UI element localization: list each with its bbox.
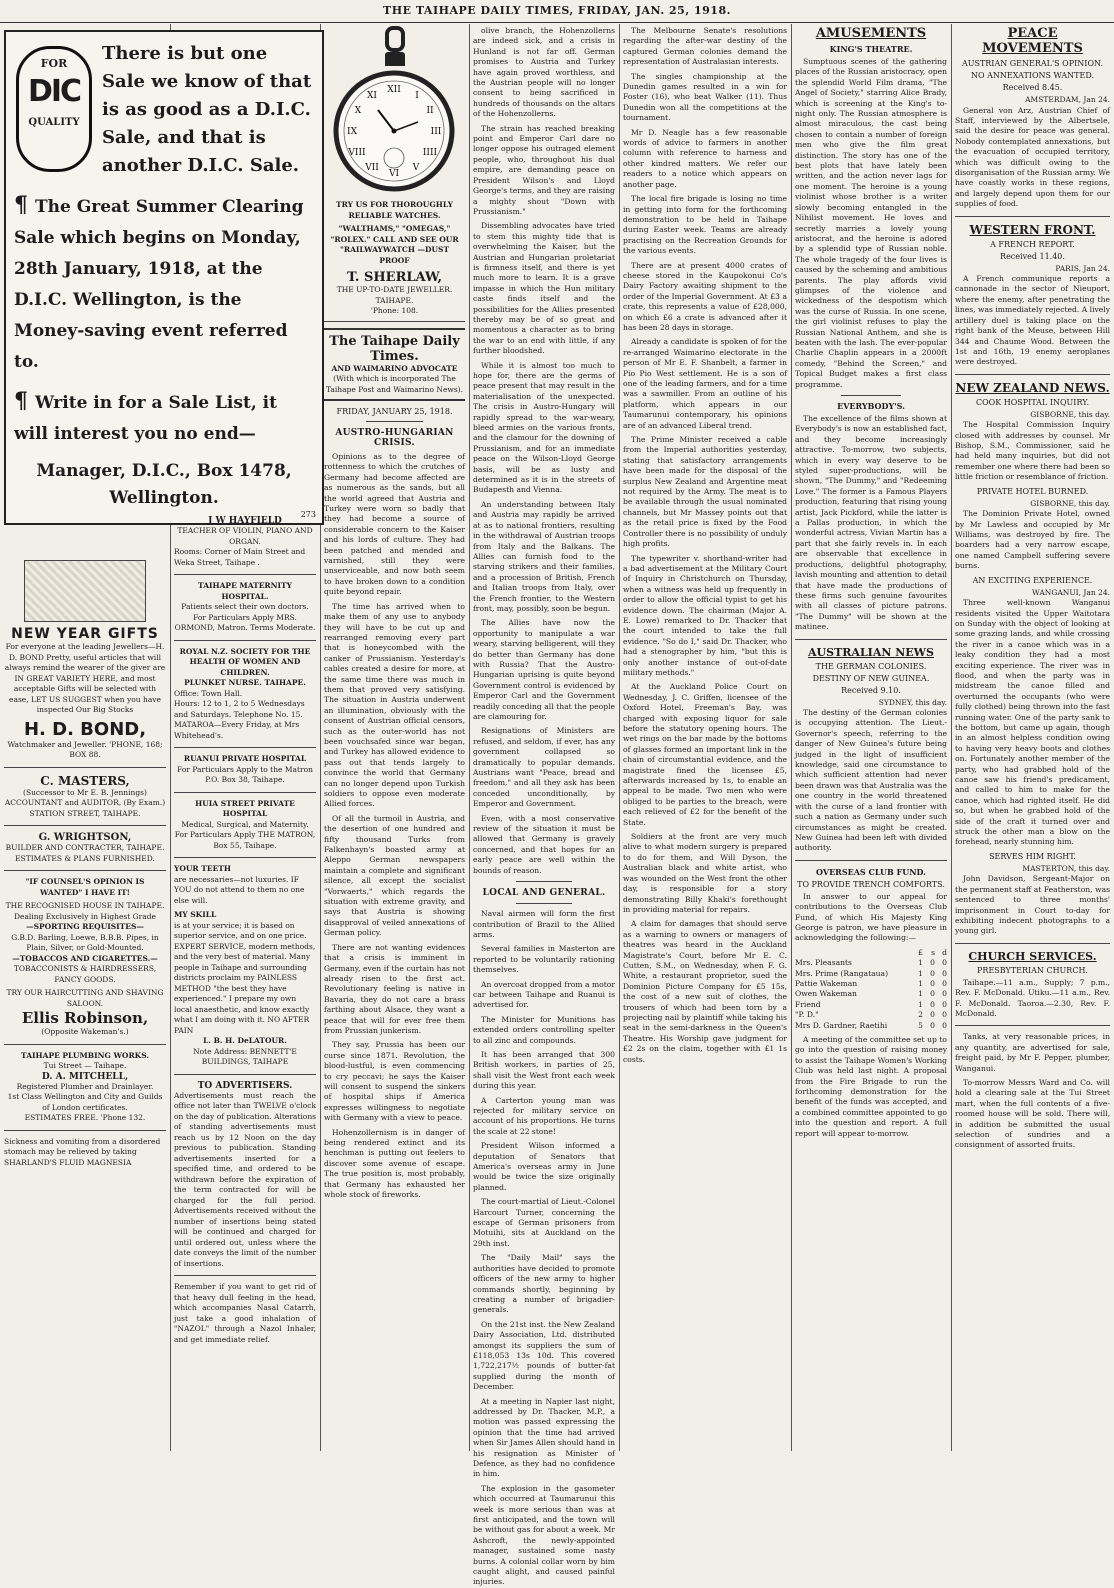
table-cell: "P. D.": [795, 1010, 819, 1020]
maternity-apply: For Particulars Apply MRS. ORMOND, Matron. Terms Moderate.: [174, 612, 316, 632]
advertisers-body: Advertisements must reach the office not later than TWELVE o'clock on the day of publication. Alterations of standing advertisements must reach us by 12 Noon on the day previous to publication. Standing advertisements inserted for a specified time, and ordered to be withdrawn before the expiration of the term contracted for will be charged for the full period. Advertisements received without the number of insertions being stated will be continued and charged for until ordered out, unless where the date conveys the limit of the number of insertions.: [174, 1090, 316, 1268]
table-cell: Owen Wakeman: [795, 989, 857, 999]
table-row: [795, 989, 947, 999]
column-6: [795, 26, 947, 1451]
hayfield-name: J W HAYFIELD: [208, 516, 282, 526]
counsel-ad: "IF COUNSEL'S OPINION IS WANTED" I HAVE IT!: [25, 877, 145, 897]
church-services-heading: CHURCH SERVICES.: [968, 949, 1097, 963]
watch-ring-icon: [385, 26, 405, 52]
paper-title: The Taihape Daily Times.: [329, 333, 460, 364]
table-row: [795, 958, 947, 968]
huia-apply: For Particulars Apply THE MATRON, Box 55, Taihape.: [174, 830, 316, 850]
plunket-office: Office: Town Hall.: [174, 688, 243, 698]
peace-movements-heading: PEACE MOVEMENTS: [982, 26, 1083, 56]
table-cell: 0: [942, 1020, 947, 1030]
table-row: [795, 1010, 947, 1020]
editorial-paragraph: Of all the turmoil in Austria, and the desertion of one hundred and fifty thousand Turks from Falkenhayn's boasted army at Aleppo German newspapers maintain a complete and significant silence, all except the socialist "Vorwaerts," which regards the situation with extreme gravity, and says that Austria is showing disapproval of veiled annexations of German policy.: [324, 813, 465, 938]
editorial-paragraph: Even, with a most conservative review of the situation it must be allowed that Germany is gravely concerned, and that hopes for an early peace are well within the bounds of reason.: [473, 813, 615, 875]
table-cell: 0: [930, 1010, 935, 1020]
svg-text:I: I: [415, 91, 419, 101]
church-body: Taihape.—11 a.m., Supply; 7 p.m., Rev. F. McDonald. Utiku.—11 a.m., Rev. F. McDonald. Taoroa.—2.30, Rev. F. McDonald.: [955, 977, 1110, 1018]
table-cell: 5: [918, 1020, 923, 1030]
tanks-item: Tanks, at very reasonable prices, in any quantity, are advertised for sale, freight paid, by Mr F. Pepper, plumber, Wanganui.: [955, 1032, 1110, 1073]
table-cell: 2: [918, 1010, 923, 1020]
western-body: A French communique reports a cannonade in the sector of Nieuport, where the enemy, after penetrating the lines, was immediately rejected. A lively artillery duel is taking place on the right bank of the Meuse, between Hill 344 and Chaume Wood. Between the 1st and 16th, 19 enemy aeroplanes were destroyed.: [955, 274, 1110, 367]
column-4: [473, 26, 615, 1587]
table-cell: 0: [930, 978, 935, 988]
dic-logo-for: FOR: [40, 57, 68, 70]
local-item: It has been arranged that 300 British workers, in parties of 25, shall visit the West front each week during this year.: [473, 1049, 615, 1091]
table-cell: d: [942, 947, 947, 957]
table-cell: 1: [918, 978, 923, 988]
served-dateline: MASTERTON, this day.: [1022, 863, 1110, 873]
tobaccos-heading: —TOBACCOS AND CIGARETTES.—: [12, 953, 158, 963]
cook-heading: COOK HOSPITAL INQUIRY.: [975, 397, 1090, 407]
cook-dateline: GISBORNE, this day.: [1030, 409, 1110, 419]
local-item: The Prime Minister received a cable from the Imperial authorities yesterday, stating that satisfactory arrangements have been made for the disposal of the surplus New Zealand and Argentine meat not required by the Army. The meat is to be available through the usual nominated channels, but Mr Massey points out that as the retail price is fixed by the Food Controller there is no possibility of unduly high profits.: [623, 435, 787, 549]
column-3: [324, 26, 465, 1451]
kings-theatre-body: Sumptuous scenes of the gathering places of the Russian aristocracy, open the splendid World Film drama, "The Angel of Society," starring Alice Brady, which is screening at the King's to-night only. The Russian atmosphere is almost miraculous, the cast being chosen to contain a number of foreign men who give the film great distinction. The story has one of the best plots that have lately been written, and the action never lags for one moment. The heroine is a young violinist whose brother is a writer slowly becoming entangled in the Nihilist movement. He loves and secretly marries a lovely young aristocrat, and the heroine is adored by a splendid type of Russian noble. The whole tragedy of the four lives is caused by the scheming and ambitious parents. The play affords vivid glimpses of the violence and wickedness of the despotism which was the curse of Russia. In one scene, the girl violinist refuses to play the Russian National Anthem, and she is beaten with the lash. The ever-popular Charlie Chaplin appears in a 2000ft comedy, "Behind the Screen," and Topical Budget makes a first class programme.: [795, 57, 947, 389]
mitchell-body: 1st Class Wellington and City and Guilds of London certificates.: [7, 1092, 163, 1112]
table-cell: [795, 948, 911, 958]
dentist-name: L. B. H. DeLATOUR.: [203, 1036, 287, 1045]
australian-news-heading: AUSTRALIAN NEWS: [808, 645, 934, 659]
ellis-robinson: Ellis Robinson,: [21, 1009, 149, 1027]
table-cell: 0: [942, 1010, 947, 1020]
peace-sub-2: NO ANNEXATIONS WANTED.: [971, 71, 1094, 80]
plunket-title: PLUNKET NURSE. TAIHAPE.: [184, 678, 306, 687]
paper-subtitle: AND WAIMARINO ADVOCATE: [331, 363, 458, 373]
teeth-heading: YOUR TEETH: [174, 864, 231, 873]
table-cell: 1: [918, 989, 923, 999]
table-cell: 0: [930, 958, 935, 968]
editorial-paragraph: Resignations of Ministers are refused, and seldom, if ever, has any government collapsed so dramatically to popular demands. Austrians want "Peace, bread and freedom," and all they ask has been conceded unconditionally, by Emperor and Government.: [473, 726, 615, 809]
australian-received: Received 9.10.: [841, 685, 901, 695]
huia-body: Medical, Surgical, and Maternity.: [181, 819, 309, 829]
svg-text:XII: XII: [387, 85, 401, 95]
masters-sub: (Successor to Mr E. B. Jennings): [23, 787, 147, 797]
column-2-ads: [174, 516, 316, 1451]
australian-sub: THE GERMAN COLONIES.: [815, 661, 927, 671]
paragraph-mark-icon: ¶: [14, 388, 28, 414]
table-cell: Pattie Wakeman: [795, 978, 858, 988]
exciting-dateline: WANGANUI, Jan 24.: [1032, 587, 1110, 597]
local-item: The typewriter v. shorthand-writer had a bad advertisement at the Military Court of Inquiry in Christchurch on Thursday, when a witness was held up frequently in order to allow the official typist to get his evidence down. The chairman (Major A. E. Lowe) remarked to Dr. Thacker that the court intended to take the full evidence. "So do I," said Dr. Thacker, who had a stenographer by him, "but this is only another instance of out-of-date military methods.": [623, 553, 787, 677]
svg-text:VIII: VIII: [348, 148, 366, 158]
column-rule: [951, 24, 952, 1451]
mitchell-name: D. A. MITCHELL,: [41, 1071, 129, 1082]
western-dateline: PARIS, Jan 24.: [1055, 263, 1110, 273]
editorial-paragraph: An understanding between Italy and Austria may rapidly be arrived at as to national frontiers, resulting in the withdrawal of Austrian troops from Italy and the Balkans. The Allies can furnish food to the starving strikers and their families, and a procession of British, French and Italian troops from Italy, over the French frontier, to the Western front, may, possibly, soon be begun.: [473, 499, 615, 613]
editorial-paragraph: The strain has reached breaking point and Emperor Carl dare no longer oppose his outraged element people, who, throughout his dual empire, are demanding peace on President Wilson's and Lloyd George's terms, and they are raising a mighty shout "Down with Prussianism.": [473, 123, 615, 216]
column-rule: [619, 24, 620, 1451]
table-cell: 0: [942, 958, 947, 968]
masters-address: STATION STREET, TAIHAPE.: [29, 808, 141, 818]
local-item: Mr D. Neagle has a few reasonable words of advice to farmers in another column with reference to harness and other kindred matters. We refer our readers to a notice which appears on another page.: [623, 127, 787, 189]
overseas-after: A meeting of the committee set up to go into the question of raising money to assist the Taihape Women's Working Club was held last night. A proposal from the Fire Brigade to run the forthcoming demonstration for the benefit of the funds was accepted, and a combined committee appointed to go into the question and report. A full report will appear to-morrow.: [795, 1035, 947, 1138]
australian-body: The destiny of the German colonies is occupying attention. The Lieut.-Governor's speech, referring to the danger of New Guinea's future being judged in the light of insufficient knowledge, said one circumstance to which sufficient attention had never been drawn was that Australia was the one country in the world threatened with the curse of a land frontier with such a nation as Germany under such circumstances as might be created. New Guinea had been left with divided authority.: [795, 708, 947, 853]
peace-sub: AUSTRIAN GENERAL'S OPINION.: [961, 59, 1104, 68]
paper-date: FRIDAY, JANUARY 25, 1918.: [336, 407, 453, 416]
bond-name: H. D. BOND,: [23, 718, 147, 740]
table-row: [795, 979, 947, 989]
maternity-body: Patients select their own doctors.: [181, 602, 309, 611]
watch-try: TRY US FOR THOROUGHLY RELIABLE WATCHES.: [336, 200, 453, 220]
dentist-address: Note Address: BENNETT'E BUILDINGS, TAIHAPE: [193, 1046, 297, 1066]
editorial-paragraph: Dissembling advocates have tried to stem this mighty tide that is overwhelming the Kaiser, but the Austrian and Hungarian proletariat is firmness itself, and there is yet much more to learn. It is a grave impasse in which the Hun military caste finds itself and the possibilities for the Allies presented thereby may be of so great and momentous a character as to bring the war to an end with little, if any further bloodshed.: [473, 221, 615, 356]
local-item: At a meeting in Napier last night, addressed by Dr. Thacker, M.P., a motion was passed expressing the opinion that the time had arrived when Sir James Allen should hand in his resignation as Minister of Defence, as they had no confidence in him.: [473, 1396, 615, 1479]
australian-sub-2: DESTINY OF NEW GUINEA.: [812, 673, 930, 683]
editorial-paragraph: Opinions as to the degree of rottenness to which the crutches of Germany had become affected are as numerous as the sands, but all the world agreed that Austria and Turkey were worn so badly that they had become a source of considerable concern to the Kaiser and his lords of culture. They had been patched and mended and varnished, still they were unserviceable, and now both seem to have broken down to a condition quite beyond repair.: [324, 452, 465, 597]
table-cell: 0: [930, 968, 935, 978]
editorial-paragraph: They say, Prussia has been our curse since 1871. Revolution, the blood-lustful, is even commencing to cry peccavi; he says the Kaiser will consent to suspend the sinkers of hospital ships if America expresses willingness to negotiate with Germany with a view to peace.: [324, 1040, 465, 1123]
new-year-gifts-body: For everyone at the leading Jewellers—H. D. BOND Pretty, useful articles that will always remind the wearer of the giver are IN GREAT VARIETY HERE, and most acceptable Gifts will be selected with ease, LET US SUGGEST when you have inspected Our Big Stocks: [4, 642, 166, 714]
watch-crown-icon: [385, 52, 405, 66]
local-item: On the 21st inst. the New Zealand Dairy Association, Ltd. distributed amongst its suppliers the sum of £118,053 13s 10d. This covered 1,722,217½ pounds of butter-fat supplied during the month of December.: [473, 1319, 615, 1392]
plumbing-works: TAIHAPE PLUMBING WORKS.: [21, 1050, 149, 1060]
table-cell: Friend: [795, 999, 821, 1009]
dic-line-4: Manager, D.I.C., Box 1478, Wellington.: [36, 461, 292, 508]
huia-title: HUIA STREET PRIVATE HOSPITAL: [195, 798, 295, 818]
overseas-body: In answer to our appeal for contributions to the Overseas Club Fund, of which His Majesty King George is patron, we have pleasure in acknowledging the following:—: [795, 891, 947, 943]
peace-body: General von Arz, Austrian Chief of Staff, interviewed by the Albertsele, said the desire for peace was general. Nobody contemplated annexations, but the evacuation of occupied territory, which was difficult owing to the disorganisation of the Russian army. We have coastly works in these regions, and largely depend upon them for our supplies of food.: [955, 105, 1110, 209]
ellis-sub: (Opposite Wakeman's.): [41, 1027, 129, 1036]
dic-advertisement: [4, 30, 324, 525]
masthead: THE TAIHAPE DAILY TIMES, FRIDAY, JAN. 25, 1918.: [0, 0, 1114, 23]
presbyterian-heading: PRESBYTERIAN CHURCH.: [977, 965, 1088, 975]
estimates-free: ESTIMATES FREE. 'Phone 132.: [24, 1113, 146, 1122]
table-header-row: [795, 948, 947, 958]
tomorrow-item: To-morrow Messrs Ward and Co. will hold a clearing sale at the Tui Street mart, when the full contents of a five-roomed house will be sold. There will, in addition be submitted the usual selection of sundries and a consignment of assorted fruits.: [955, 1078, 1110, 1150]
local-item: The Minister for Munitions has extended orders controlling spelter to all zinc and compounds.: [473, 1014, 615, 1045]
hayfield-role: TEACHER OF VIOLIN, PIANO AND ORGAN.: [177, 526, 313, 546]
local-item: The court-martial of Lieut.-Colonel Harcourt Turner, concerning the escape of German prisoners from Motuihi, sits at Auckland on the 29th inst.: [473, 1197, 615, 1248]
skill-heading: MY SKILL: [174, 910, 217, 919]
svg-text:II: II: [426, 106, 434, 116]
editorial-paragraph: olive branch, the Hohenzollerns are indeed sick, and a crisis in Hunland is not far off. German promises to Austria and Turkey have again proved worthless, and the Austrian people will no longer consent to being sacrificed in hundreds of thousands on the altars of the Hohenzollerns.: [473, 26, 615, 119]
local-item: A Carterton young man was rejected for military service on account of his proportions. He turns the scale at 22 stone!: [473, 1095, 615, 1136]
masters-role: ACCOUNTANT and AUDITOR, (By Exam.): [4, 798, 166, 807]
exciting-heading: AN EXCITING EXPERIENCE.: [972, 575, 1093, 585]
editorial-body: [324, 452, 465, 1200]
editorial-heading: AUSTRO-HUNGARIAN CRISIS.: [335, 428, 454, 448]
editorial-paragraph: The Allies have now the opportunity to manipulate a war weary, starving belligerent, will they do better than Germany has done with Russia? That the Austro-Hungarian uprising is quite beyond Government control is evidenced by Emperor Carl and the Government readily conceding all that the people are clamouring for.: [473, 618, 615, 721]
local-item: Several families in Masterton are reported to be voluntarily rationing themselves.: [473, 944, 615, 975]
table-cell: £: [918, 947, 923, 957]
new-year-gifts-title: NEW YEAR GIFTS: [11, 626, 159, 642]
teeth-body: are necessaries—not luxuries. IF YOU do not attend to them no one else will.: [174, 874, 305, 905]
nz-news-heading: NEW ZEALAND NEWS.: [955, 380, 1110, 395]
table-cell: 1: [918, 968, 923, 978]
plunket-hours: Hours: 12 to 1, 2 to 5 Wednesdays and Saturdays. Telephone No. 15.: [174, 699, 305, 719]
local-item: The explosion in the gasometer which occurred at Taumarunui this week is more serious than was at first anticipated, and the town will be without gas for about a week. Mr Ashcroft, the newly-appointed manager, sustained some nasty burns. A colonial collar worn by him caught alight, and caused painful injuries.: [473, 1483, 615, 1587]
australian-dateline: SYDNEY, this day.: [878, 697, 947, 707]
column-5: [623, 26, 787, 1451]
local-item: There are at present 4000 crates of cheese stored in the Kaupokonui Co's Dairy Factory awaiting shipment to the order of the Imperial Government. At £3 a crate, this represents a value of £28,000, on which £6 a crate is advanced after it has been 28 days in storage.: [623, 260, 787, 332]
private-hotel-heading: PRIVATE HOTEL BURNED.: [976, 486, 1089, 496]
editorial-paragraph: The time has arrived when to make them of any use to anybody they will have to be cut up and rearranged removing every part that is honeycombed with the canker of Prussianism. Yesterday's cables created a desire for more, at the same time there was much in them that proved very satisfying. The situation in Austria underwent an illumination, obviously with the consent of Austrian official censors, such as the outer-world has not been vouchsafed since war began, and Turkey has allowed evidence to pass out that tends largely to convince the world that Germany can no longer depend upon Turkish soldiers to oppose even moderate Allied forces.: [324, 601, 465, 809]
wrightson-estimates: ESTIMATES & PLANS FURNISHED.: [15, 853, 155, 863]
table-row: [795, 969, 947, 979]
column-7: [955, 26, 1110, 1451]
local-item: The "Daily Mail" says the authorities have decided to promote officers of the new army to higher commands shortly, beginning by creating a number of brigadier-generals.: [473, 1253, 615, 1315]
western-received: Received 11.40.: [1000, 251, 1065, 261]
table-row: [795, 1021, 947, 1031]
watch-advertisement: [324, 26, 465, 322]
society-title: ROYAL N.Z. SOCIETY FOR THE HEALTH OF WOMEN AND CHILDREN.: [179, 646, 311, 677]
dic-line-2: The Great Summer Clearing Sale which begins on Monday, 28th January, 1918, at the D.I.C. Wellington, is the Money-saving event referred to.: [14, 197, 304, 372]
mitchell-role: Registered Plumber and Drainlayer.: [16, 1081, 154, 1091]
amusements-heading: AMUSEMENTS: [815, 26, 927, 41]
new-year-gifts-illustration: [24, 560, 146, 622]
table-cell: 0: [930, 989, 935, 999]
private-body: The Dominion Private Hotel, owned by Mr Lawless and occupied by Mr Williams, was destroyed by fire. The boarders had a very narrow escape, one named Campbell suffering severe burns.: [955, 509, 1110, 571]
sporting-heading: —SPORTING REQUISITES—: [26, 922, 144, 931]
svg-text:VI: VI: [388, 169, 400, 179]
local-general-heading: LOCAL AND GENERAL.: [482, 888, 606, 899]
watch-brands: "WALTHAMS," "OMEGAS," "ROLEX." CALL AND SEE OUR "RAILWAYWATCH —DUST PROOF: [330, 224, 459, 265]
sickness-ad: Sickness and vomiting from a disordered stomach may be relieved by taking SHARLAND'S FLUID MAGNESIA: [4, 1136, 161, 1167]
local-item: Already a candidate is spoken of for the re-arranged Waimarino electorate in the person of Mr E. F. Shanbelt, a farmer in Pio Pio West settlement. He is a son of one of the leading farmers, and for a time was a sawmiller. From an outline of his platform, which appears in our Taumarunui contemporary, his opinions are of an advanced Liberal trend.: [623, 337, 787, 430]
dic-logo-mark: DIC: [27, 74, 81, 109]
plumbing-address: Tui Street — Taihape.: [43, 1061, 127, 1070]
local-item: The singles championship at the Dunedin games resulted in a win for Foster (16), who beat Walker (11). Thus Dunedin won all the competitions at the tournament.: [623, 71, 787, 123]
plunket-mataroa: MATAROA—Every Friday, at Mrs Whitehead's.: [174, 720, 300, 740]
local-item: The Melbourne Senate's resolutions regarding the after-war destiny of the captured German colonies demand the representation of Australasian interests.: [623, 26, 787, 67]
table-cell: 1: [918, 958, 923, 968]
wrightson-role: BUILDER AND CONTRACTER, TAIHAPE.: [5, 843, 165, 852]
svg-text:IX: IX: [347, 127, 357, 137]
sherlaw-role: THE UP-TO-DATE JEWELLER. TAIHAPE.: [336, 285, 453, 305]
column-1-ads: [4, 556, 166, 1451]
column-rule: [469, 24, 470, 1451]
ruanui-title: RUANUI PRIVATE HOSPITAL: [183, 754, 307, 763]
pocket-watch-icon: [324, 66, 465, 196]
local-item: An overcoat dropped from a motor car between Taihape and Ruanui is advertised for.: [473, 979, 615, 1010]
editorial-paragraph: While it is almost too much to hope for, there are the germs of peace present that may result in the materialisation of the unexpected. The crisis in Austro-Hungary will rapidly spread to the war-weary, bleed armies on the various fronts, and the clamour for the downing of Prussianism, and for an immediate peace on the Wilson-Lloyd George basis, will be as lusty and determined as it is in the streets of Budapesth and Vienna.: [473, 360, 615, 495]
table-cell: 0: [942, 968, 947, 978]
table-cell: Mrs. Prime (Rangataua): [795, 968, 889, 978]
paper-subtitle-2: (With which is incorporated The Taihape Post and Waimarino News).: [325, 374, 463, 394]
peace-received: Received 8.45.: [1002, 83, 1063, 92]
nazol-ad: Remember if you want to get rid of that heavy dull feeling in the head, which accompanies Nasal Catarrh, just take a good inhalation of "NAZOL" through a Nazol Inhaler, and get immediate relief.: [174, 1282, 316, 1344]
sherlaw-phone: 'Phone: 108.: [370, 306, 419, 315]
paper-masthead: [324, 328, 465, 402]
table-cell: 1: [918, 999, 923, 1009]
tobacconists-text: TOBACCONISTS & HAIRDRESSERS, FANCY GOODS.: [13, 964, 157, 984]
western-front-heading: WESTERN FRONT.: [969, 222, 1096, 237]
everybodys-body: The excellence of the films shown at Everybody's is now an established fact, and they become increasingly attractive. To-morrow, two subjects, which in every way deserve to be styled super-productions, will be shown, "The Dummy," and "Redeeming Love." The former is a Famous Players production, featuring that rising young artist, Jack Pickford, while the latter is a Pallas production, in which the wonderful actress, Vivian Martin has a part that she fairly revels in. In each are observable that excellence in productions, delightful photography, lavish mounting and attention to detail that have made the productions of these firms such genuine favourites with all classes of picture patrons. "The Dummy" will be shown at the matinee.: [795, 414, 947, 632]
table-cell: 0: [942, 999, 947, 1009]
local-item: President Wilson informed a deputation of Senators that America's overseas army in June would be twice the size originally planned.: [473, 1141, 615, 1192]
cook-body: The Hospital Commission Inquiry closed with addresses by counsel. Mr Bishop, S.M., Commissioner, said he had held many inquiries, but did not remember one where there had been so little friction or resemblance of friction.: [955, 420, 1110, 482]
local-item: The local fire brigade is losing no time in getting into form for the forthcoming demonstration to be held in Taihape during Easter week. Teams are already practising on the Recreation Grounds for the various events.: [623, 194, 787, 256]
maternity-title: TAIHAPE MATERNITY HOSPITAL.: [198, 581, 292, 601]
wrightson-name: G. WRIGHTSON,: [38, 832, 132, 843]
western-sub: A FRENCH REPORT.: [990, 239, 1075, 249]
local-item: Naval airmen will form the first contribution of Brazil to the Allied arms.: [473, 909, 615, 939]
bond-sub: Watchmaker and Jeweller. 'PHONE, 168; BOX 88.: [7, 739, 163, 759]
svg-text:V: V: [412, 163, 420, 173]
sherlaw-name: T. SHERLAW,: [346, 270, 443, 285]
table-cell: 0: [942, 978, 947, 988]
table-row: [795, 1000, 947, 1010]
local-item: At the Auckland Police Court on Wednesday, J. C. Griffen, licensee of the Oxford Hotel, Freeman's Bay, was charged with exposing liquor for sale before the statutory opening hours. The wet rings on the bar made by the bottoms of glasses formed an important link in the chain of circumstantial evidence, and the magistrate fined the licensee £5, afterwards increased by 1s, to enable an appeal to be made. Two men who were obliged to be parties to the breach, were each relieved of £2 for the benefit of the State.: [623, 682, 787, 827]
dic-code: 273: [300, 510, 316, 519]
local-item: A claim for damages that should serve as a warning to owners or managers of theatres was heard in the Auckland Magistrate's Court, before Mr E. C. Cutten, S.M., on Wednesday, when F. G. White, a restaurant proprietor, sued the Dominion Picture Company for £5 15s, the cost of a new suit of clothes, the trousers of which had been torn by a projecting nail by plaintiff while taking his seat in the semi-darkness in the Queen's Theatre. His Worship gave judgment for £2 2s on the claim, together with £1 1s costs.: [623, 919, 787, 1064]
overseas-sub: TO PROVIDE TRENCH COMFORTS.: [797, 879, 945, 889]
everybodys-heading: EVERYBODY'S.: [837, 401, 905, 411]
overseas-heading: OVERSEAS CLUB FUND.: [816, 866, 926, 877]
hayfield-rooms: Rooms: Corner of Main Street and Weka Street, Taihape .: [174, 547, 306, 567]
svg-text:VII: VII: [365, 163, 379, 173]
advertisers-heading: TO ADVERTISERS.: [197, 1080, 293, 1091]
exciting-body: Three well-known Wanganui residents visited the Upper Waitotara on Sunday with the object of looking at some grazing lands, and while crossing the river in a canoe which was in a leaky condition they had a most exciting experience. The river was in flood, and when the party was in midstream the canoe filled and overturned the occupants (who were fully clothed) being thrown into the fast running water. One of the party sank to the bottom, but came up again, though in an almost helpless condition owing to having very heavy boots and clothes on. Fortunately another member of the party, who had grabbed hold of the canoe saw his friend's predicament, and called to him to make for the canoe, which had righted itself. He did so, but when he grabbed hold of the side of the craft it turned over and struck the other man a blow on the forehead, nearly stunning him.: [955, 598, 1110, 847]
kings-theatre-heading: KING'S THEATRE.: [829, 44, 913, 54]
svg-text:XI: XI: [367, 91, 377, 101]
sporting-body: G.B.D. Barling, Loewe, B.B.B. Pipes, in Plain, Silver, or Gold-Mounted.: [11, 932, 159, 952]
svg-text:III: III: [430, 127, 442, 137]
masters-name: C. MASTERS,: [40, 773, 130, 788]
served-body: John Davidson, Sergeant-Major on the permanent staff at Featherston, was sentenced to three months' imprisonment in Court to-day for exhibiting indecent photographs to a young girl.: [955, 874, 1110, 936]
table-cell: Mrs D. Gardner, Raetihi: [795, 1020, 888, 1030]
dic-logo-quality: QUALITY: [28, 117, 80, 128]
dic-line-1: There is but one Sale we know of that is as good as a D.I.C. Sale, and that is another D.I.C. Sale.: [102, 43, 312, 176]
dealing-text: Dealing Exclusively in Highest Grade: [14, 911, 156, 921]
served-heading: SERVES HIM RIGHT.: [989, 851, 1076, 861]
table-cell: 0: [930, 999, 935, 1009]
editorial-paragraph: Hohenzollernism is in danger of being rendered extinct and its henchman is putting out feelers to discover some avenue of escape. The true position is, most probably, that Germany has exhausted her whole stock of fireworks.: [324, 1127, 465, 1200]
table-cell: 0: [942, 989, 947, 999]
svg-text:X: X: [354, 106, 362, 116]
peace-dateline: AMSTERDAM, Jan 24.: [1025, 95, 1110, 104]
dic-line-3: Write in for a Sale List, it will interest you no end—: [14, 393, 277, 444]
column-rule: [791, 24, 792, 1451]
overseas-subscription-table: [795, 948, 947, 1031]
try-saloon-text: TRY OUR HAIRCUTTING AND SHAVING SALOON.: [6, 988, 164, 1008]
table-cell: s: [931, 947, 935, 957]
svg-text:IIII: IIII: [422, 148, 438, 158]
paragraph-mark-icon: ¶: [14, 192, 28, 218]
table-cell: Mrs. Pleasants: [795, 958, 852, 968]
skill-body: is at your service; it is based on superior service, and on one price. EXPERT SERVICE, modern methods, and the very best of material. Many people in Taihape and surrounding districts proclaim my PAINLESS METHOD "the best they have experienced." I prepare my own local anaesthetic, and know exactly what I am doing with it. NO AFTER PAIN: [174, 920, 316, 1035]
recognised-house: THE RECOGNISED HOUSE IN TAIHAPE.: [5, 901, 165, 910]
ruanui-body: For Particulars Apply to the Matron P.O. Box 38, Taihape.: [177, 764, 313, 784]
dic-logo: [16, 46, 92, 172]
editorial-paragraph: There are not wanting evidences that a crisis is imminent in Germany, even if the curtain has not already risen to the first act. Revolutionary feeling is native in Bavaria, they do not care a brass farthing about Alsace, they want a peace that will for ever free them from Prussian junkerism.: [324, 942, 465, 1035]
local-item: Soldiers at the front are very much alive to what modern surgery is prepared to do for them, and Will Dyson, the Australian black and white artist, who was wounded on the West front the other day, is responsible for a story demonstrating Billy Khaki's forethought in providing material for repairs.: [623, 832, 787, 914]
private-dateline: GISBORNE, this day.: [1030, 498, 1110, 508]
table-cell: 0: [930, 1020, 935, 1030]
